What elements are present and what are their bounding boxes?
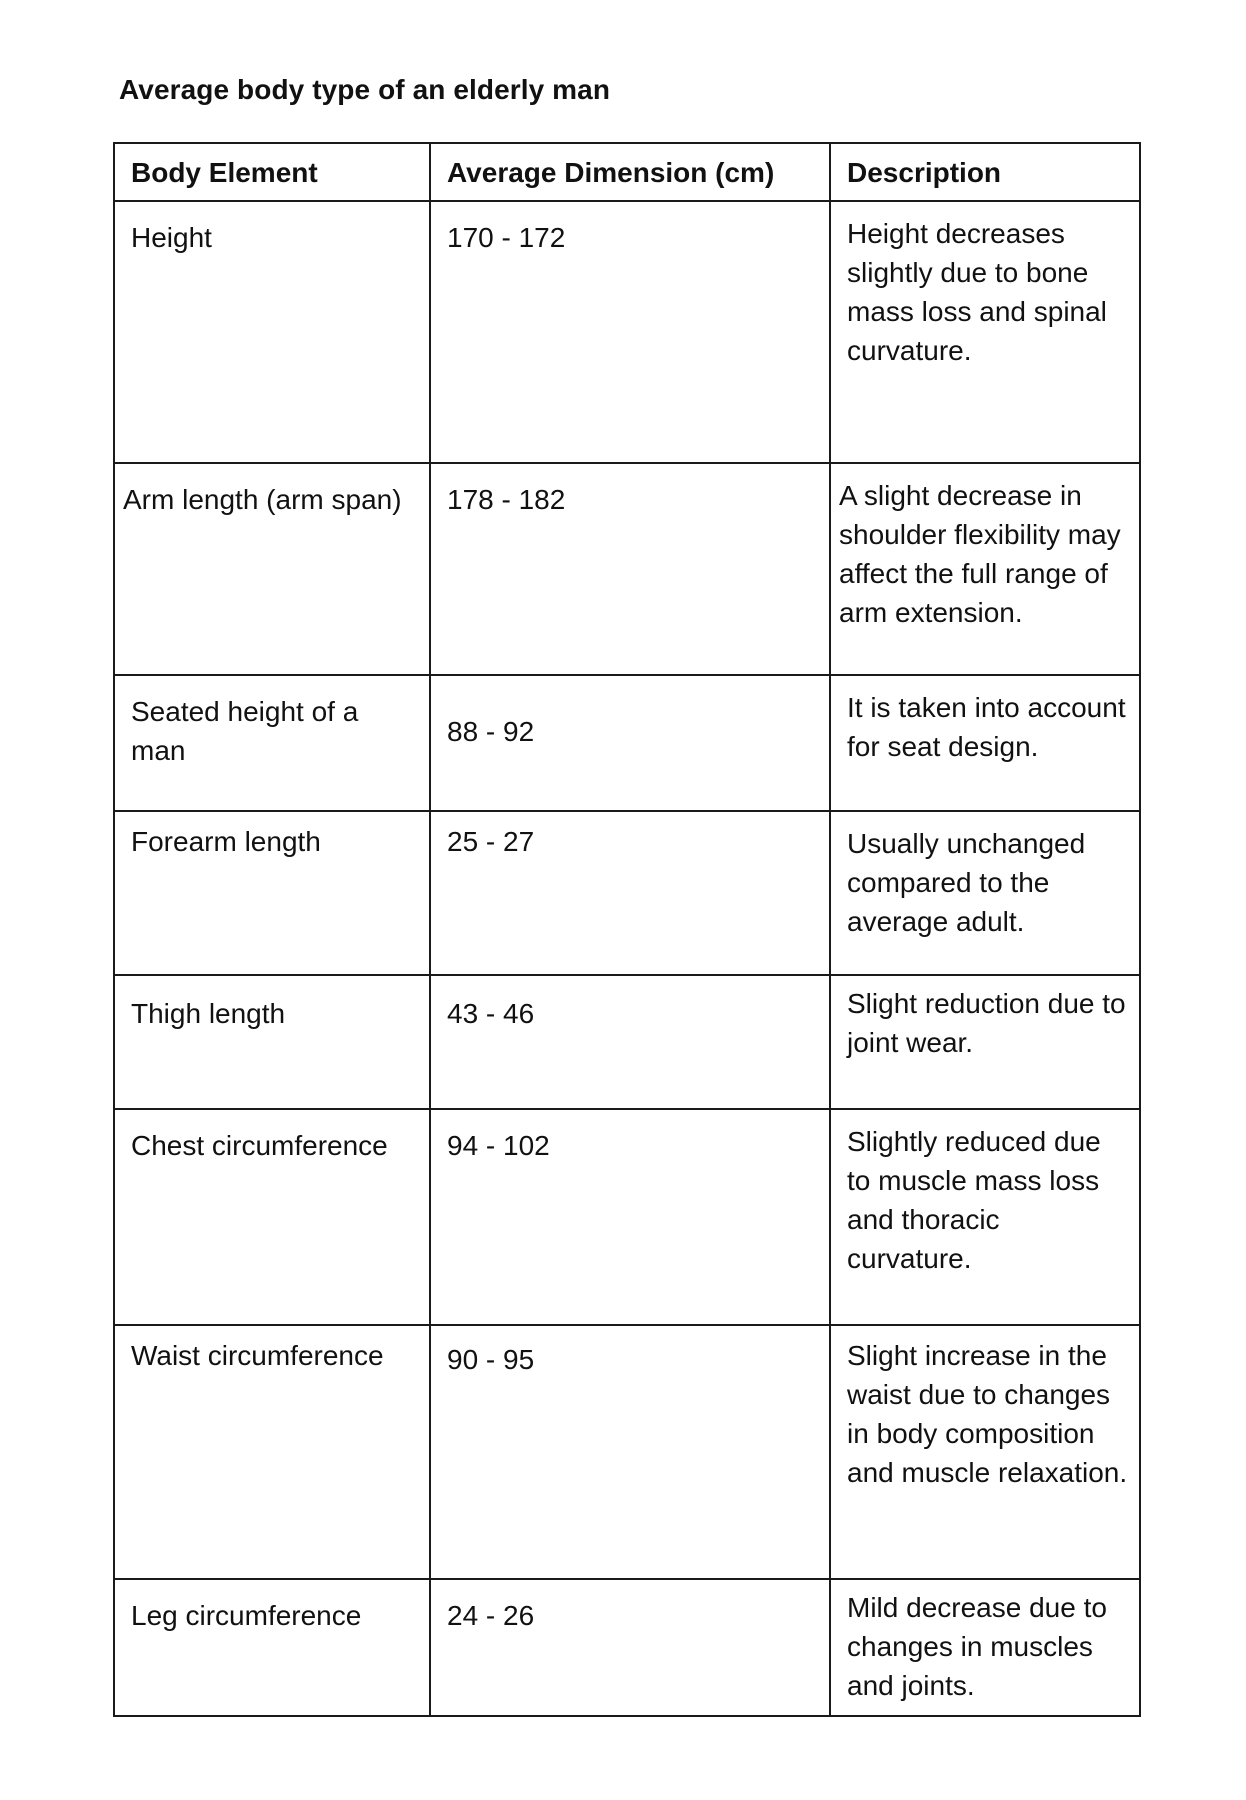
- header-average-dimension: Average Dimension (cm): [430, 143, 830, 201]
- cell-dimension: 88 - 92: [430, 675, 830, 811]
- cell-body-element: Chest circumference: [114, 1109, 430, 1325]
- cell-dimension: 170 - 172: [430, 201, 830, 463]
- cell-dimension: 94 - 102: [430, 1109, 830, 1325]
- header-description: Description: [830, 143, 1140, 201]
- cell-dimension: 90 - 95: [430, 1325, 830, 1579]
- cell-body-element: Seated height of a man: [114, 675, 430, 811]
- cell-description: Slight increase in the waist due to changes in body composition and muscle relaxation.: [830, 1325, 1140, 1579]
- table-row: [114, 201, 1140, 463]
- table-row: [114, 1109, 1140, 1325]
- table-row: [114, 675, 1140, 811]
- page-title: Average body type of an elderly man: [119, 74, 611, 105]
- cell-dimension: 43 - 46: [430, 975, 830, 1109]
- table-row: [114, 1325, 1140, 1579]
- cell-description: Slight reduction due to joint wear.: [830, 975, 1140, 1109]
- cell-body-element: Thigh length: [114, 975, 430, 1109]
- cell-description: It is taken into account for seat design.: [830, 675, 1140, 811]
- cell-body-element: Leg circumference: [114, 1579, 430, 1716]
- cell-description: Slightly reduced due to muscle mass loss and thoracic curvature.: [830, 1109, 1140, 1325]
- cell-dimension: 25 - 27: [430, 811, 830, 975]
- cell-body-element: Height: [114, 201, 430, 463]
- table-row: [114, 811, 1140, 975]
- cell-dimension: 24 - 26: [430, 1579, 830, 1716]
- header-body-element: Body Element: [114, 143, 430, 201]
- cell-body-element: Arm length (arm span): [114, 463, 430, 675]
- cell-body-element: Waist circumference: [114, 1325, 430, 1579]
- cell-dimension: 178 - 182: [430, 463, 830, 675]
- body-dimensions-table: [113, 142, 1141, 1717]
- cell-description: Mild decrease due to changes in muscles and joints.: [830, 1579, 1140, 1716]
- cell-description: Height decreases slightly due to bone mass loss and spinal curvature.: [830, 201, 1140, 463]
- table-row: [114, 975, 1140, 1109]
- cell-description: A slight decrease in shoulder flexibility may affect the full range of arm extension.: [830, 463, 1140, 675]
- table-row: [114, 463, 1140, 675]
- cell-description: Usually unchanged compared to the average adult.: [830, 811, 1140, 975]
- table-row: [114, 1579, 1140, 1716]
- table-header-row: [114, 143, 1140, 201]
- cell-body-element: Forearm length: [114, 811, 430, 975]
